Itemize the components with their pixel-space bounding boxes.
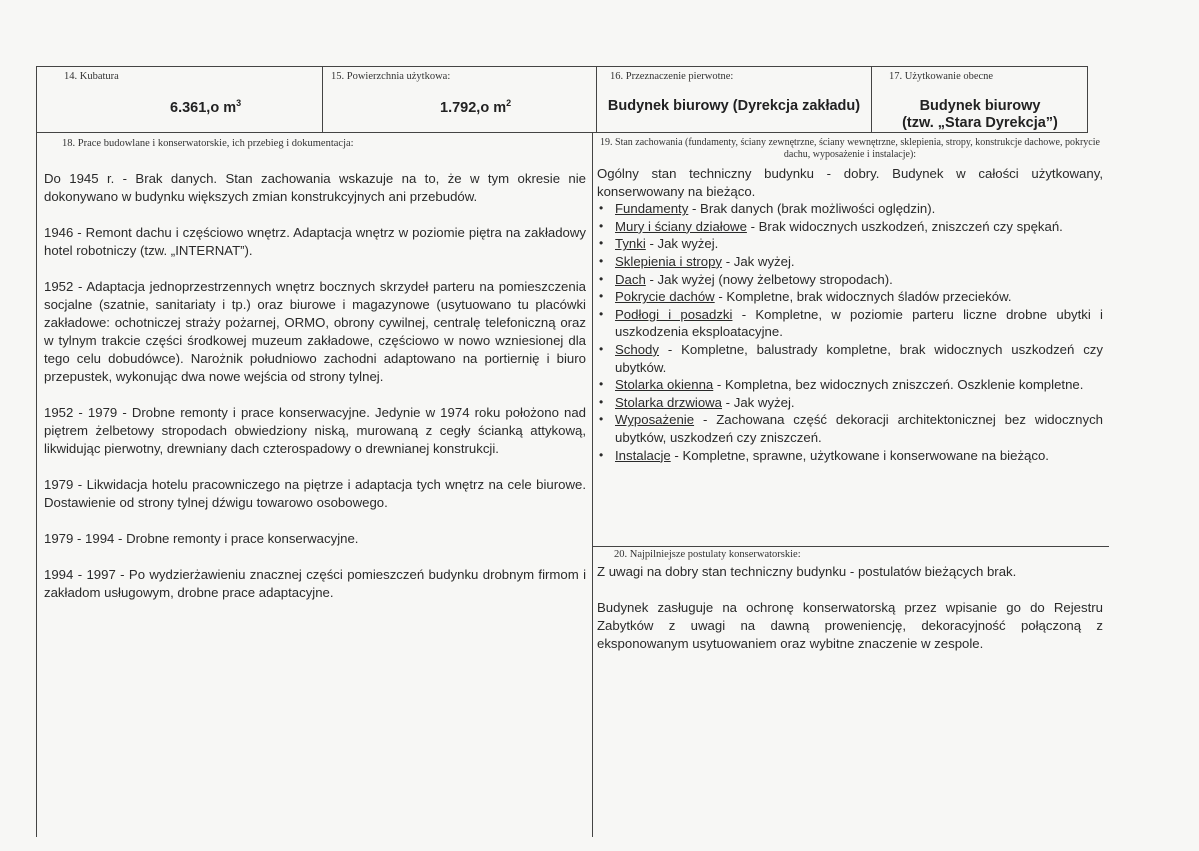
- s19-item-name: Stolarka okienna: [615, 377, 714, 393]
- s19-intro: Ogólny stan techniczny budynku - dobry. Budynek w całości użytkowany, konserwowany na bieżąco.: [597, 166, 1103, 199]
- s19-item: [597, 411, 1103, 446]
- s19-item-text: - Jak wyżej.: [645, 236, 719, 252]
- bullet-icon: •: [599, 447, 604, 462]
- s19-item-name: Dach: [615, 271, 646, 287]
- s19-item: [597, 200, 1103, 218]
- s19-item: [597, 447, 1103, 465]
- s19-item-text: - Kompletne, balustrady kompletne, brak widocznych uszkodzeń czy ubytków.: [615, 341, 1103, 375]
- s18-paragraph-3: 1952 - Adaptacja jednoprzestrzennych wnętrz bocznych skrzydeł parteru na pomieszczenia socjalne (szatnie, sanitariaty i tp.) oraz biurowe i magazynowe (usytuowano tu placówki zakładowe: ochotniczej straży pożarnej, ORMO, obrony cywilnej, centralę telefoniczną oraz w tylnym trakcie części środkowej muzeum zakładowe, częściowo w nowo wzniesionej dla tego celu dobudówce). Narożnik południowo zachodni adaptowano na portiernię i biuro przepustek, wykonując dwa nowe wejścia od strony tylnej.: [44, 279, 586, 384]
- section19-label: 19. Stan zachowania (fundamenty, ściany zewnętrzne, ściany wewnętrzne, sklepienia, stropy, konstrukcje dachowe, pokrycie dachu, wyposażenie i instalacje):: [600, 137, 1100, 160]
- powierzchnia-value: [440, 98, 590, 116]
- uzytkowanie-value-2: (tzw. „Stara Dyrekcja”): [902, 115, 1058, 131]
- s18-paragraph-1: Do 1945 r. - Brak danych. Stan zachowania wskazuje na to, że w tym okresie nie dokonywano w budynku większych zmian konstrukcyjnych ani przebudów.: [44, 171, 586, 204]
- s19-item: [597, 235, 1103, 253]
- s19-item-name: Schody: [615, 341, 659, 357]
- s19-item-text: - Brak danych (brak możliwości oględzin).: [688, 201, 936, 217]
- s19-item: [597, 253, 1103, 271]
- s19-item-text: - Kompletne, sprawne, użytkowane i konserwowane na bieżąco.: [670, 447, 1049, 463]
- s20-paragraph-1: Z uwagi na dobry stan techniczny budynku - postulatów bieżących brak.: [597, 564, 1017, 579]
- s19-item: [597, 218, 1103, 236]
- s19-item: [597, 376, 1103, 394]
- section20-body: [597, 563, 1103, 653]
- s19-item: [597, 271, 1103, 289]
- bullet-icon: •: [599, 289, 604, 304]
- header-bottom-border: [36, 132, 1088, 133]
- s19-item-name: Fundamenty: [615, 201, 689, 217]
- s19-item-text: - Kompletne, brak widocznych śladów przecieków.: [714, 289, 1012, 305]
- s18-paragraph-7: 1994 - 1997 - Po wydzierżawieniu znacznej części pomieszczeń budynku drobnym firmom i zakładom usługowym, drobne prace adaptacyjne.: [44, 567, 586, 600]
- bullet-icon: •: [599, 412, 604, 427]
- s19-item-name: Pokrycie dachów: [615, 289, 715, 305]
- s18-paragraph-6: 1979 - 1994 - Drobne remonty i prace konserwacyjne.: [44, 531, 359, 546]
- header-divider-1: [322, 66, 323, 133]
- przeznaczenie-label: 16. Przeznaczenie pierwotne:: [610, 71, 734, 82]
- s19-item-text: - Jak wyżej.: [722, 253, 795, 269]
- header-divider-3: [871, 66, 872, 133]
- header-top-border: [36, 66, 1088, 67]
- body-middle-divider: [592, 132, 593, 837]
- s19-item-text: - Jak wyżej (nowy żelbetowy stropodach).: [645, 271, 893, 287]
- powierzchnia-number: 1.792,o m: [440, 99, 507, 116]
- s19-item-text: - Kompletna, bez widocznych zniszczeń. Oszklenie kompletne.: [713, 377, 1084, 393]
- bullet-icon: •: [599, 306, 604, 321]
- s19-item-name: Instalacje: [615, 447, 671, 463]
- header-right-border: [1087, 66, 1088, 133]
- bullet-icon: •: [599, 253, 604, 268]
- s19-item-text: - Jak wyżej.: [722, 394, 795, 410]
- s18-paragraph-5: 1979 - Likwidacja hotelu pracowniczego na piętrze i adaptacja tych wnętrz na cele biurowe. Dostawienie od strony tylnej dźwigu towarowo osobowego.: [44, 477, 586, 510]
- s19-item: [597, 288, 1103, 306]
- s19-item-name: Wyposażenie: [615, 412, 695, 428]
- powierzchnia-label: 15. Powierzchnia użytkowa:: [331, 71, 451, 82]
- s19-item-text: - Brak widocznych uszkodzeń, zniszczeń czy spękań.: [746, 218, 1063, 234]
- bullet-icon: •: [599, 218, 604, 233]
- s19-item-text: - Zachowana część dekoracji architektonicznej bez widocznych ubytków, uszkodzeń czy zniszczeń.: [615, 412, 1103, 445]
- bullet-icon: •: [599, 271, 604, 286]
- s19-item: [597, 341, 1103, 376]
- bullet-icon: •: [599, 377, 604, 392]
- kubatura-label: 14. Kubatura: [64, 71, 119, 82]
- kubatura-number: 6.361,o m: [170, 99, 237, 116]
- s19-item-name: Tynki: [615, 236, 646, 252]
- bullet-icon: •: [599, 341, 604, 356]
- s19-item-text: - Kompletne, w poziomie parteru liczne drobne ubytki i uszkodzenia eksploatacyjne.: [615, 306, 1103, 340]
- s19-item: [597, 394, 1103, 412]
- section20-top-border: [592, 546, 1109, 547]
- s19-item: [597, 306, 1103, 341]
- header-left-border: [36, 66, 37, 133]
- s19-item-name: Mury i ściany działowe: [615, 218, 747, 234]
- s18-paragraph-4: 1952 - 1979 - Drobne remonty i prace konserwacyjne. Jedynie w 1974 roku położono nad piętrem żelbetowy stropodach obwiedziony niską, murowaną z cegły ścianką attykową, likwidując pierwotny, drewniany dach czterospadowy o drewnianej konstrukcji.: [44, 405, 586, 456]
- section18-label: 18. Prace budowlane i konserwatorskie, ich przebieg i dokumentacja:: [62, 138, 354, 149]
- bullet-icon: •: [599, 236, 604, 251]
- section19-body: [597, 165, 1103, 464]
- przeznaczenie-value: Budynek biurowy (Dyrekcja zakładu): [607, 98, 861, 114]
- s20-paragraph-2: Budynek zasługuje na ochronę konserwatorską przez wpisanie go do Rejestru Zabytków z uwagi na dawną proweniencję, dekoracyjność połączoną z eksponowanym usytuowaniem oraz wybitne znaczenie w zespole.: [597, 600, 1103, 651]
- s19-item-name: Podłogi i posadzki: [615, 306, 733, 322]
- bullet-icon: •: [599, 394, 604, 409]
- kubatura-unit-sup: 3: [236, 98, 242, 108]
- powierzchnia-unit-sup: 2: [506, 98, 512, 108]
- body-left-border: [36, 132, 37, 837]
- header-divider-2: [596, 66, 597, 133]
- section20-label: 20. Najpilniejsze postulaty konserwatorskie:: [614, 549, 801, 560]
- s19-item-name: Sklepienia i stropy: [615, 253, 723, 269]
- uzytkowanie-label: 17. Użytkowanie obecne: [889, 71, 994, 82]
- s19-item-name: Stolarka drzwiowa: [615, 394, 723, 410]
- s18-paragraph-2: 1946 - Remont dachu i częściowo wnętrz. Adaptacja wnętrz w poziomie piętra na zakładowy hotel robotniczy (tzw. „INTERNAT”).: [44, 225, 586, 258]
- uzytkowanie-value-1: Budynek biurowy: [919, 98, 1041, 114]
- bullet-icon: •: [599, 201, 604, 216]
- kubatura-value: [170, 98, 310, 116]
- section18-body: [44, 170, 586, 602]
